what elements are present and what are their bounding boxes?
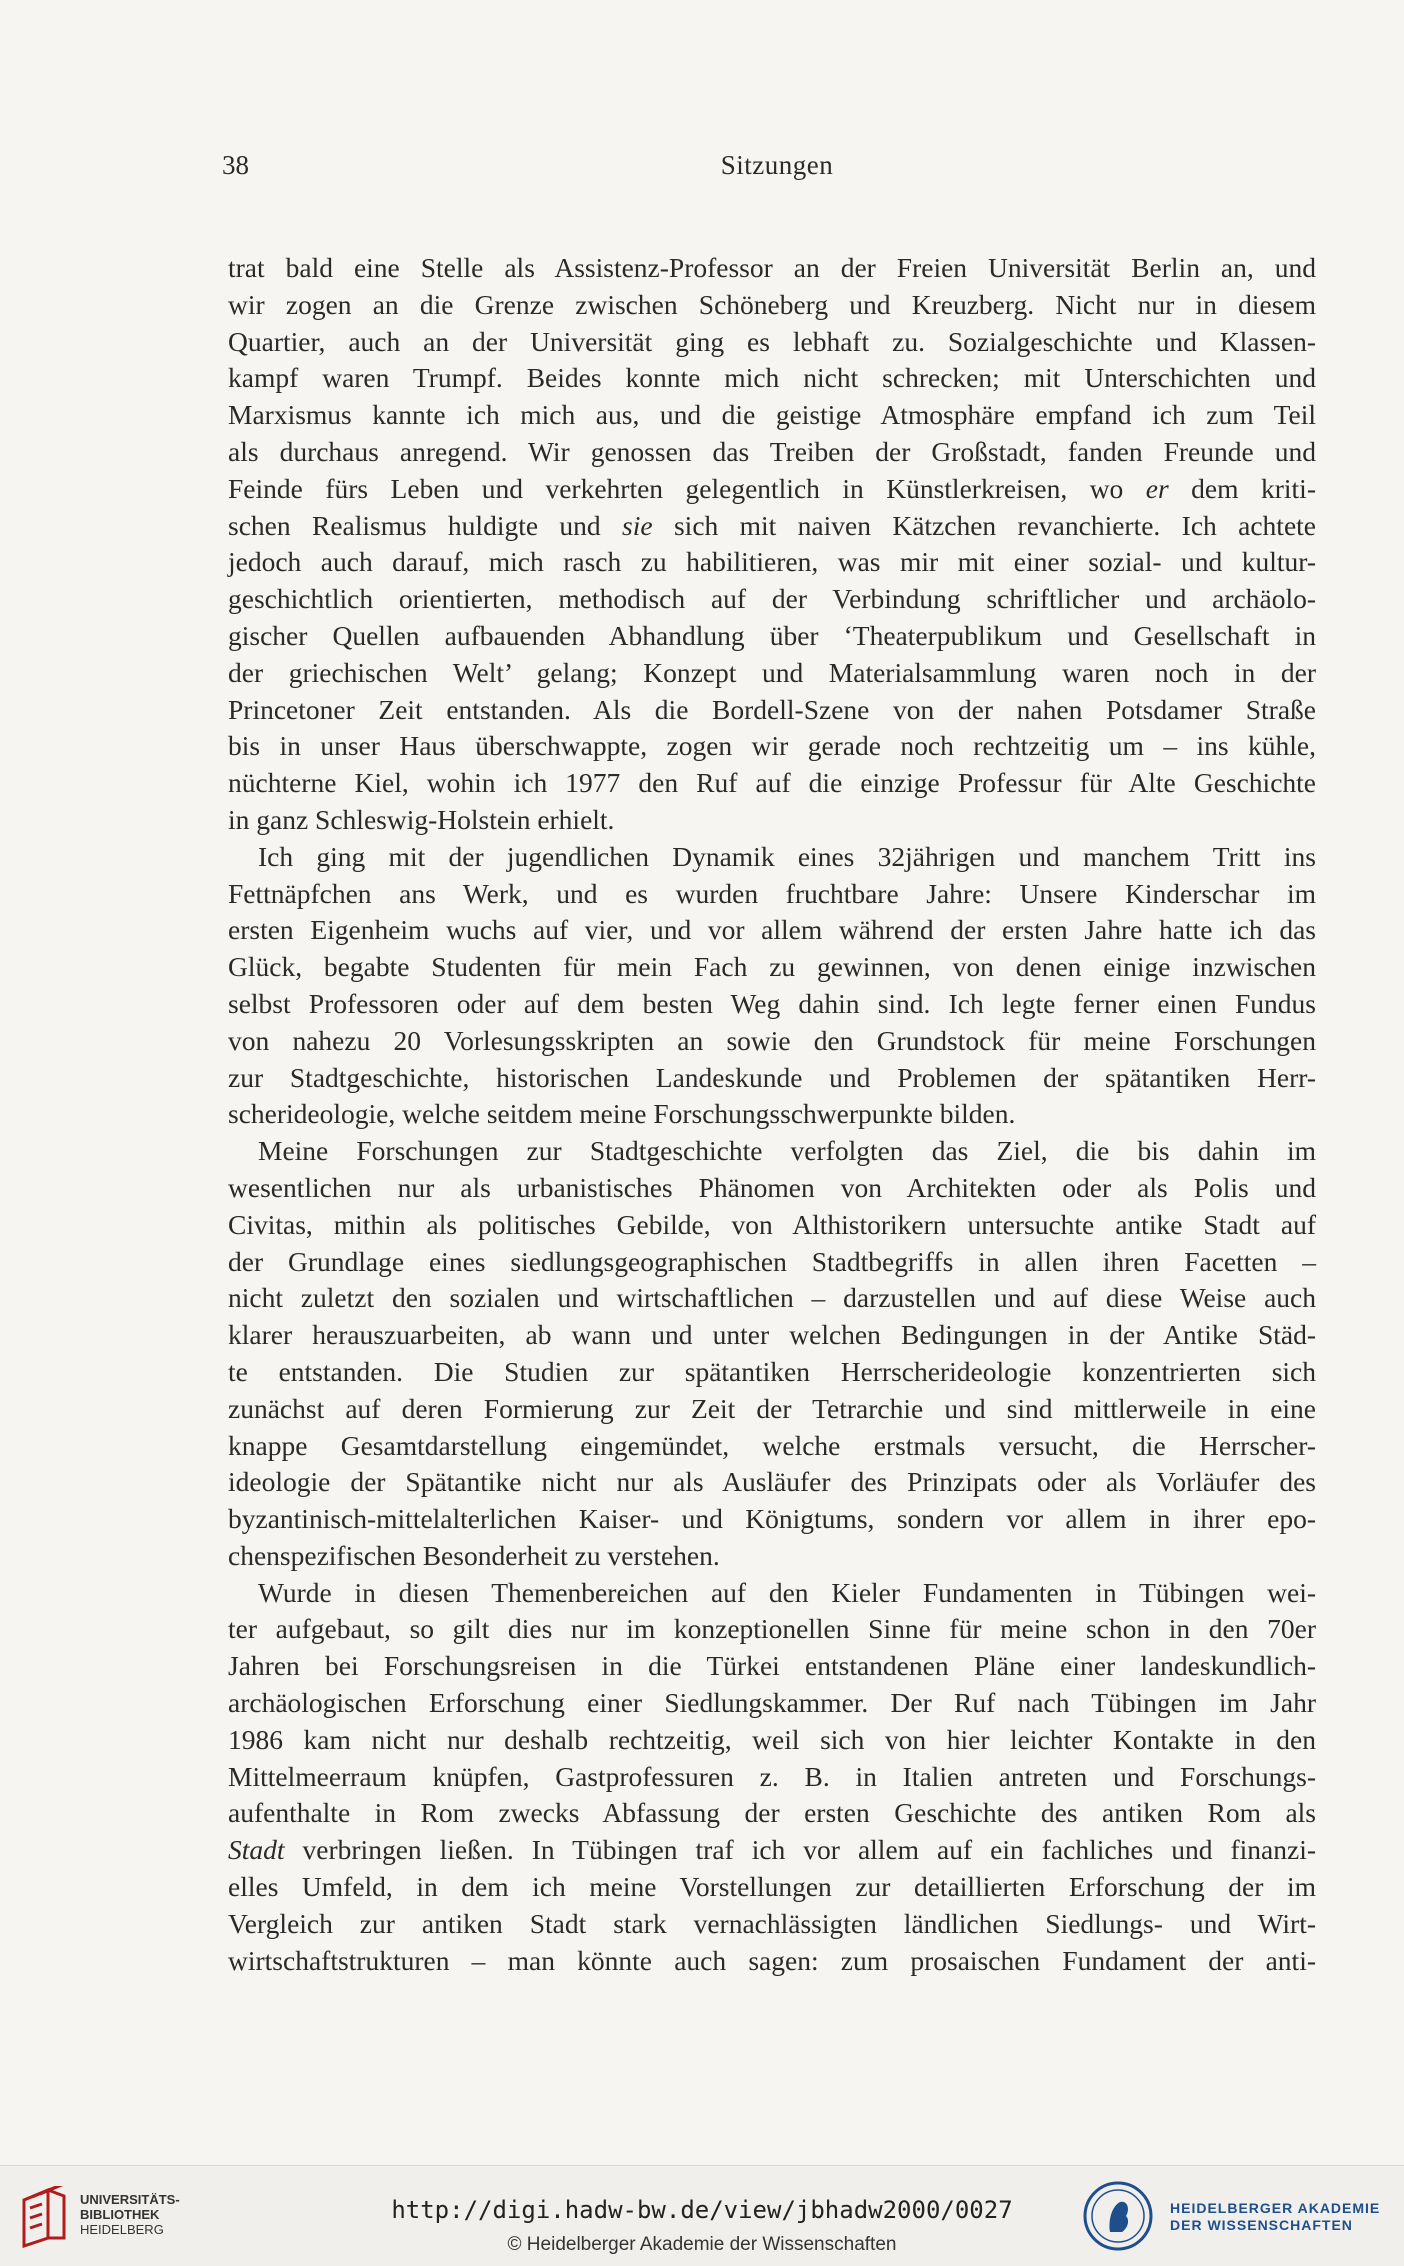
academy-name-line1: HEIDELBERGER AKADEMIE (1170, 2200, 1381, 2216)
text-line: klarer herauszuarbeiten, ab wann und unter welchen Bedingungen in der Antike Städ- (228, 1319, 1316, 1351)
body-text (228, 250, 1316, 1979)
text-line: Stadt verbringen ließen. In Tübingen traf ich vor allem auf ein fachliches und finanzi- (228, 1834, 1316, 1866)
text-line: ter aufgebaut, so gilt dies nur im konzeptionellen Sinne für meine schon in den 70er (228, 1613, 1316, 1645)
text-line: te entstanden. Die Studien zur spätantiken Herrscherideologie konzentrierten sich (228, 1355, 1316, 1387)
page-header (222, 150, 1332, 190)
text-line: schen Realismus huldigte und sie sich mit naiven Kätzchen revanchierte. Ich achtete (228, 509, 1316, 541)
library-city: HEIDELBERG (80, 2222, 164, 2237)
footer (0, 2165, 1404, 2266)
text-line: nicht zuletzt den sozialen und wirtschaftlichen – darzustellen und auf diese Weise auch (228, 1282, 1316, 1314)
text-line: der griechischen Welt’ gelang; Konzept und Materialsammlung waren noch in der (228, 656, 1316, 688)
text-line: der Grundlage eines siedlungsgeographischen Stadtbegriffs in allen ihren Facetten – (228, 1245, 1316, 1277)
text-line: von nahezu 20 Vorlesungsskripten an sowie den Grundstock für meine Forschungen (228, 1024, 1316, 1056)
text-line: Meine Forschungen zur Stadtgeschichte verfolgten das Ziel, die bis dahin im (258, 1135, 1316, 1167)
text-line: zur Stadtgeschichte, historischen Landeskunde und Problemen der spätantiken Herr- (228, 1061, 1316, 1093)
text-line: Ich ging mit der jugendlichen Dynamik eines 32jährigen und manchem Tritt ins (258, 840, 1316, 872)
academy-name (1170, 2200, 1380, 2234)
text-line: archäologischen Erforschung einer Siedlungskammer. Der Ruf nach Tübingen im Jahr (228, 1687, 1316, 1719)
text-line: chenspezifischen Besonderheit zu verstehen. (228, 1539, 720, 1571)
text-line: geschichtlich orientierten, methodisch auf der Verbindung schriftlicher und archäolo- (228, 583, 1316, 615)
academy-seal-icon (1082, 2180, 1154, 2252)
text-line: Princetoner Zeit entstanden. Als die Bordell-Szene von der nahen Potsdamer Straße (228, 693, 1316, 725)
text-line: trat bald eine Stelle als Assistenz-Professor an der Freien Universität Berlin an, und (228, 252, 1316, 283)
text-line: Fettnäpfchen ans Werk, und es wurden fruchtbare Jahre: Unsere Kinderschar im (228, 877, 1316, 909)
text-line: kampf waren Trumpf. Beides konnte mich nicht schrecken; mit Unterschichten und (228, 362, 1316, 394)
text-line: nüchterne Kiel, wohin ich 1977 den Ruf auf die einzige Professur für Alte Geschichte (228, 767, 1316, 799)
text-line: in ganz Schleswig-Holstein erhielt. (228, 803, 615, 835)
text-line: Vergleich zur antiken Stadt stark vernachlässigten ländlichen Siedlungs- und Wirt- (228, 1907, 1316, 1939)
text-line: selbst Professoren oder auf dem besten Weg dahin sind. Ich legte ferner einen Fundus (228, 987, 1316, 1019)
text-line: scherideologie, welche seitdem meine Forschungsschwerpunkte bilden. (228, 1098, 1016, 1130)
source-url-link[interactable]: http://digi.hadw-bw.de/view/jbhadw2000/0027 (391, 2196, 1013, 2224)
text-line: Wurde in diesen Themenbereichen auf den Kieler Fundamenten in Tübingen wei- (258, 1576, 1316, 1608)
text-line: byzantinisch-mittelalterlichen Kaiser- und Königtums, sondern vor allem in ihrer epo- (228, 1503, 1316, 1535)
text-line: ersten Eigenheim wuchs auf vier, und vor allem während der ersten Jahre hatte ich das (228, 914, 1316, 946)
text-line: Marxismus kannte ich mich aus, und die geistige Atmosphäre empfand ich zum Teil (228, 399, 1316, 431)
copyright-notice: © Heidelberger Akademie der Wissenschaften (507, 2234, 897, 2255)
text-line: knappe Gesamtdarstellung eingemündet, welche erstmals versucht, die Herrscher- (228, 1429, 1316, 1461)
text-line: Quartier, auch an der Universität ging es lebhaft zu. Sozialgeschichte und Klassen- (228, 325, 1316, 357)
page-number: 38 (222, 150, 249, 180)
text-line: elles Umfeld, in dem ich meine Vorstellungen zur detaillierten Erforschung der im (228, 1871, 1316, 1903)
academy-name-line2: DER WISSENSCHAFTEN (1170, 2217, 1353, 2233)
text-line: ideologie der Spätantike nicht nur als Ausläufer des Prinzipats oder als Vorläufer des (228, 1466, 1316, 1498)
text-line: wirtschaftstrukturen – man könnte auch sagen: zum prosaischen Fundament der anti- (228, 1944, 1316, 1976)
text-line: wir zogen an die Grenze zwischen Schöneberg und Kreuzberg. Nicht nur in diesem (228, 288, 1316, 320)
text-line: zunächst auf deren Formierung zur Zeit der Tetrarchie und sind mittlerweile in eine (228, 1392, 1316, 1424)
text-line: jedoch auch darauf, mich rasch zu habilitieren, was mir mit einer sozial- und kultur- (228, 546, 1316, 578)
text-line: 1986 kam nicht nur deshalb rechtzeitig, weil sich von hier leichter Kontakte in den (228, 1723, 1316, 1755)
text-line: Mittelmeerraum knüpfen, Gastprofessuren z. B. in Italien antreten und Forschungs- (228, 1760, 1316, 1792)
text-line: Feinde fürs Leben und verkehrten gelegentlich in Künstlerkreisen, wo er dem kriti- (228, 472, 1316, 504)
text-line: Jahren bei Forschungsreisen in die Türkei entstandenen Pläne einer landeskundlich- (228, 1650, 1316, 1682)
text-line: bis in unser Haus überschwappte, zogen wir gerade noch rechtzeitig um – ins kühle, (228, 730, 1316, 762)
library-name-line2: BIBLIOTHEK (80, 2207, 160, 2222)
text-line: Civitas, mithin als politisches Gebilde, von Althistorikern untersuchte antike Stadt auf (228, 1208, 1316, 1240)
text-line: gischer Quellen aufbauenden Abhandlung über ‘Theaterpublikum und Gesellschaft in (228, 619, 1316, 651)
text-line: aufenthalte in Rom zwecks Abfassung der ersten Geschichte des antiken Rom als (228, 1797, 1316, 1829)
running-head: Sitzungen (720, 150, 834, 180)
text-line: wesentlichen nur als urbanistisches Phänomen von Architekten oder als Polis und (228, 1171, 1316, 1203)
library-name-line1: UNIVERSITÄTS- (80, 2192, 180, 2207)
text-line: Glück, begabte Studenten für mein Fach zu gewinnen, von denen einige inzwischen (228, 951, 1316, 983)
text-line: als durchaus anregend. Wir genossen das Treiben der Großstadt, fanden Freunde und (228, 435, 1316, 467)
